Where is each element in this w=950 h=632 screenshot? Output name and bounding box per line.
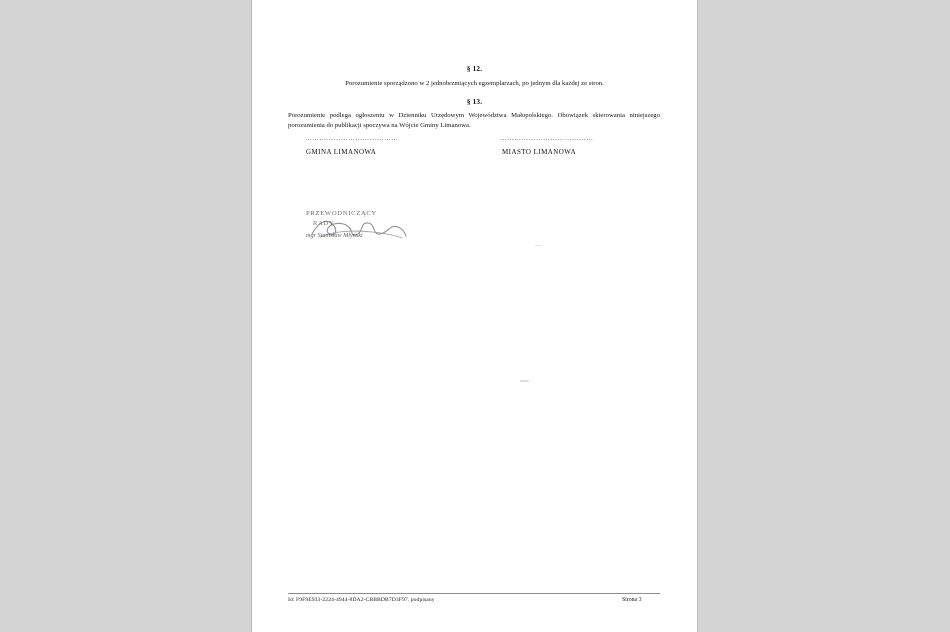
section-heading-12: § 12. <box>466 65 483 73</box>
section-body-13: Porozumienie podlega ogłoszeniu w Dzienniku Urzędowym Województwa Małopolskiego. Obowiązek skierowania niniejszego porozumienia do publikacji spoczywa na Wójcie Gminy Limanowa. <box>288 112 660 129</box>
page-content <box>252 0 697 632</box>
page-artifact-mark <box>535 245 541 246</box>
signature-line-right: ………………………………… <box>500 135 594 142</box>
section-body-12: Porozumienie sporządzono w 2 jednobrzmiących egzemplarzach, po jednym dla każdej ze stron. <box>345 80 604 87</box>
handwritten-signature-icon <box>310 214 408 242</box>
footer-page-number: Strona 3 <box>622 597 642 603</box>
stamp-name-line: mgr Stanisław Młyński <box>306 232 363 239</box>
signature-label-right: MIASTO LIMANOWA <box>502 148 577 156</box>
signature-stamp <box>306 210 416 252</box>
stamp-subtitle-line: RADY <box>313 220 335 227</box>
viewer-gutter-right <box>697 0 950 632</box>
viewer-gutter-left <box>0 0 252 632</box>
document-page <box>252 0 697 632</box>
signature-line-left: ………………………………… <box>305 135 399 142</box>
footer-document-id: Id: F9F9E933-2224-4944-8DA2-CBBBDB7D3F97. podpisany <box>288 597 435 603</box>
footer-divider <box>288 593 660 594</box>
signature-label-left: GMINA LIMANOWA <box>306 148 377 156</box>
page-artifact-mark <box>520 380 529 382</box>
section-heading-13: § 13. <box>466 98 483 106</box>
stamp-title-line: PRZEWODNICZĄCY <box>306 210 377 217</box>
